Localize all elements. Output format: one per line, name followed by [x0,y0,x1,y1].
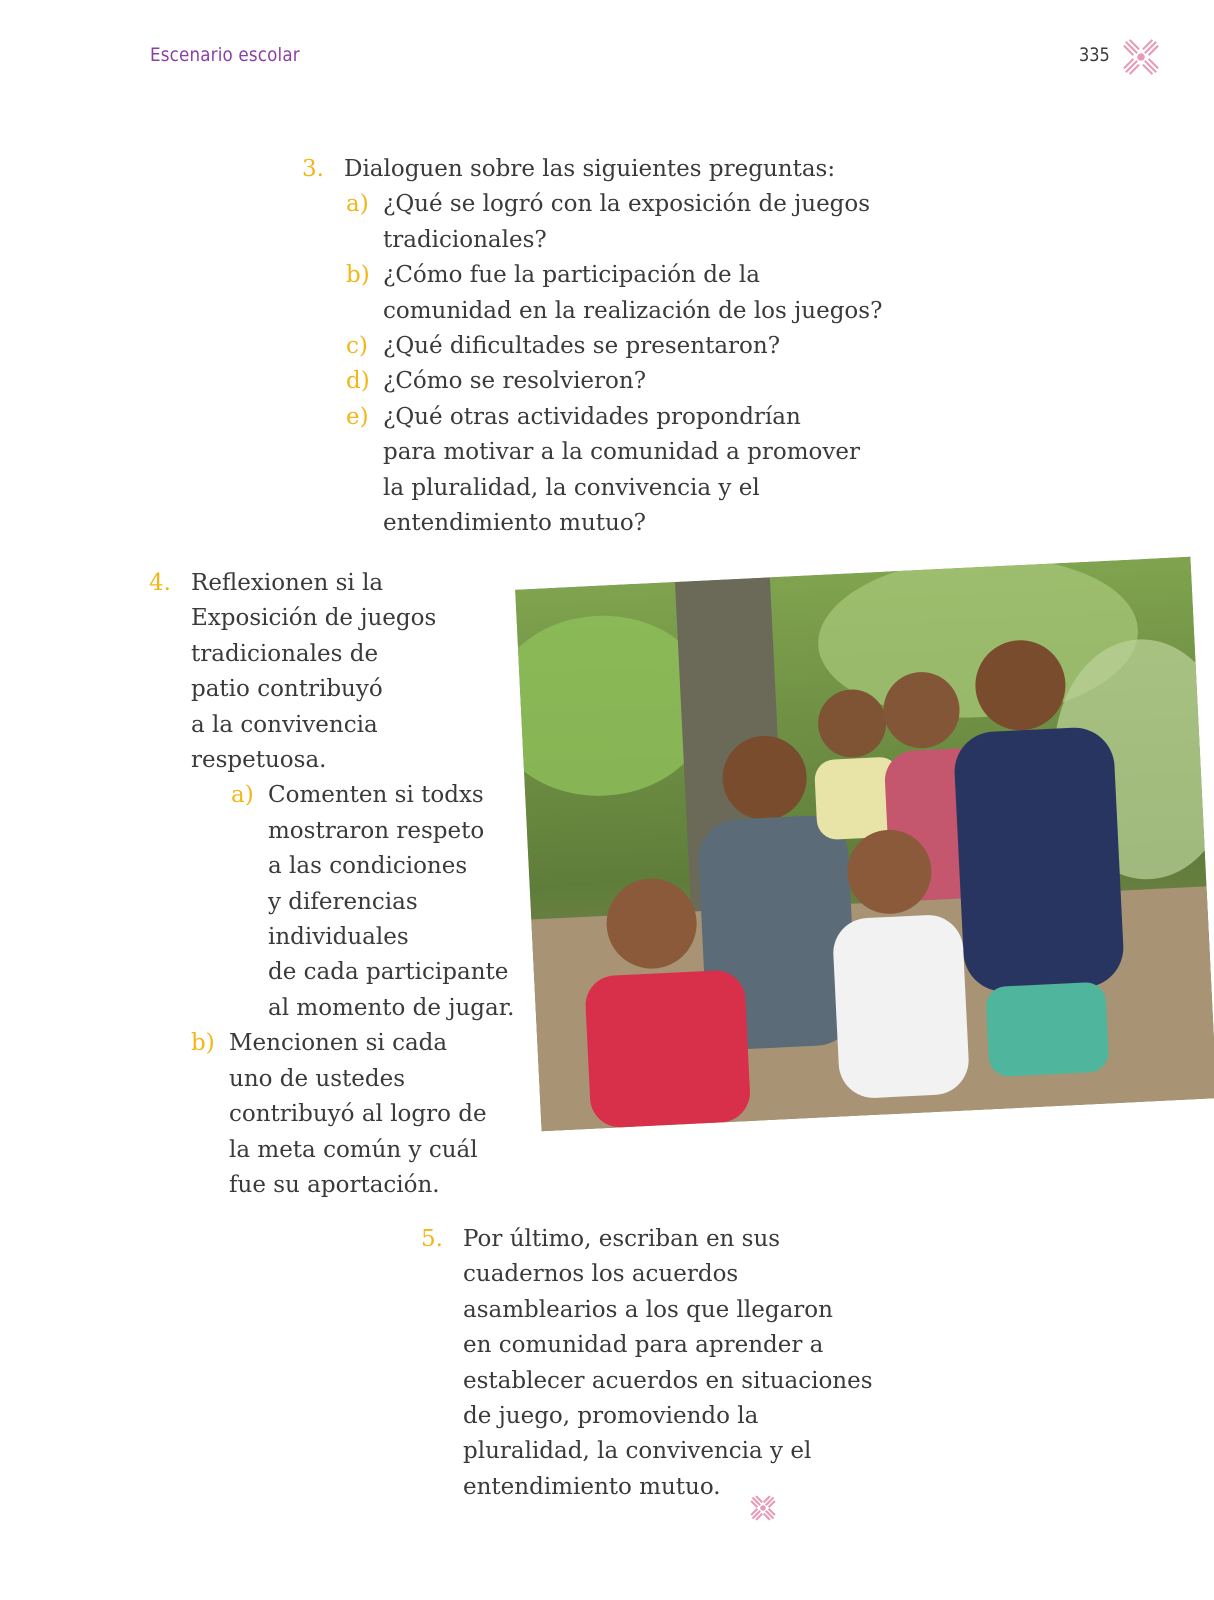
photo-illustration [515,557,1214,1131]
text-line: establecer acuerdos en situaciones [463,1367,873,1394]
sub-item-e [346,400,882,542]
sub-item-a [231,778,514,1026]
question-3 [302,152,882,541]
text-line: de cada participante [268,959,509,986]
sub-item-b [191,1026,514,1203]
text-line: individuales [268,924,409,951]
text-line: en comunidad para aprender a [463,1332,824,1359]
item-number: 4. [149,570,171,596]
text-line: cuadernos los acuerdos [463,1261,739,1288]
text-line: mostraron respeto [268,817,485,844]
text-line: Por último, escriban en sus [463,1226,781,1252]
text-line: a las condiciones [268,853,468,880]
text-line: a la convivencia [191,711,378,738]
text-line: pluralidad, la convivencia y el [463,1438,812,1465]
text-line: asamblearios a los que llegaron [463,1296,833,1323]
text-line: al momento de jugar. [268,994,515,1021]
text-line: tradicionales de [191,640,379,667]
item-text [463,1222,873,1505]
sub-letter: c) [346,333,368,360]
sub-letter: e) [346,403,369,430]
sub-letter: a) [346,191,369,218]
item-text: Dialoguen sobre las siguientes preguntas: [344,156,836,182]
text-line: comunidad en la realización de los juegos? [383,297,883,324]
text-line: ¿Qué otras actividades propondrían [383,403,801,430]
text-line: ¿Cómo fue la participación de la [383,262,760,289]
text-line: de juego, promoviendo la [463,1403,759,1430]
text-line: Comenten si todxs [268,782,484,809]
sub-letter: d) [346,368,370,395]
page-number: 335 [1079,44,1110,66]
text-line: uno de ustedes [229,1065,406,1092]
sub-letter: b) [191,1030,215,1057]
text-line: tradicionales? [383,226,547,253]
sub-letter: b) [346,262,370,289]
sub-item-c [346,329,882,364]
text-line: Mencionen si cada [229,1030,448,1057]
text-line: entendimiento mutuo? [383,510,647,537]
sub-item-b [346,258,882,329]
text-line: patio contribuyó [191,676,383,703]
item-number: 3. [302,156,324,182]
text-line: entendimiento mutuo. [463,1473,721,1500]
text-line: ¿Cómo se resolvieron? [383,368,647,395]
section-title: Escenario escolar [150,44,300,66]
sublist [346,187,882,541]
children-photo [515,557,1214,1131]
item-text [191,566,514,778]
text-line: respetuosa. [191,747,327,774]
question-4 [149,566,514,1203]
question-5 [421,1222,873,1505]
item-number: 5. [421,1226,443,1252]
text-line: la pluralidad, la convivencia y el [383,474,760,501]
sub-item-a [346,187,882,258]
text-line: para motivar a la comunidad a promover [383,439,860,466]
cross-ornament-icon [1122,38,1160,76]
text-line: la meta común y cuál [229,1136,478,1163]
text-line: Reflexionen si la [191,570,384,596]
text-line: ¿Qué se logró con la exposición de juegos [383,191,871,218]
text-line: contribuyó al logro de [229,1101,487,1128]
sub-letter: a) [231,782,254,809]
end-ornament-icon [749,1494,777,1522]
text-line: ¿Qué dificultades se presentaron? [383,333,781,360]
text-line: y diferencias [268,888,418,915]
sub-item-d [346,364,882,399]
text-line: Exposición de juegos [191,605,437,632]
text-line: fue su aportación. [229,1171,440,1198]
